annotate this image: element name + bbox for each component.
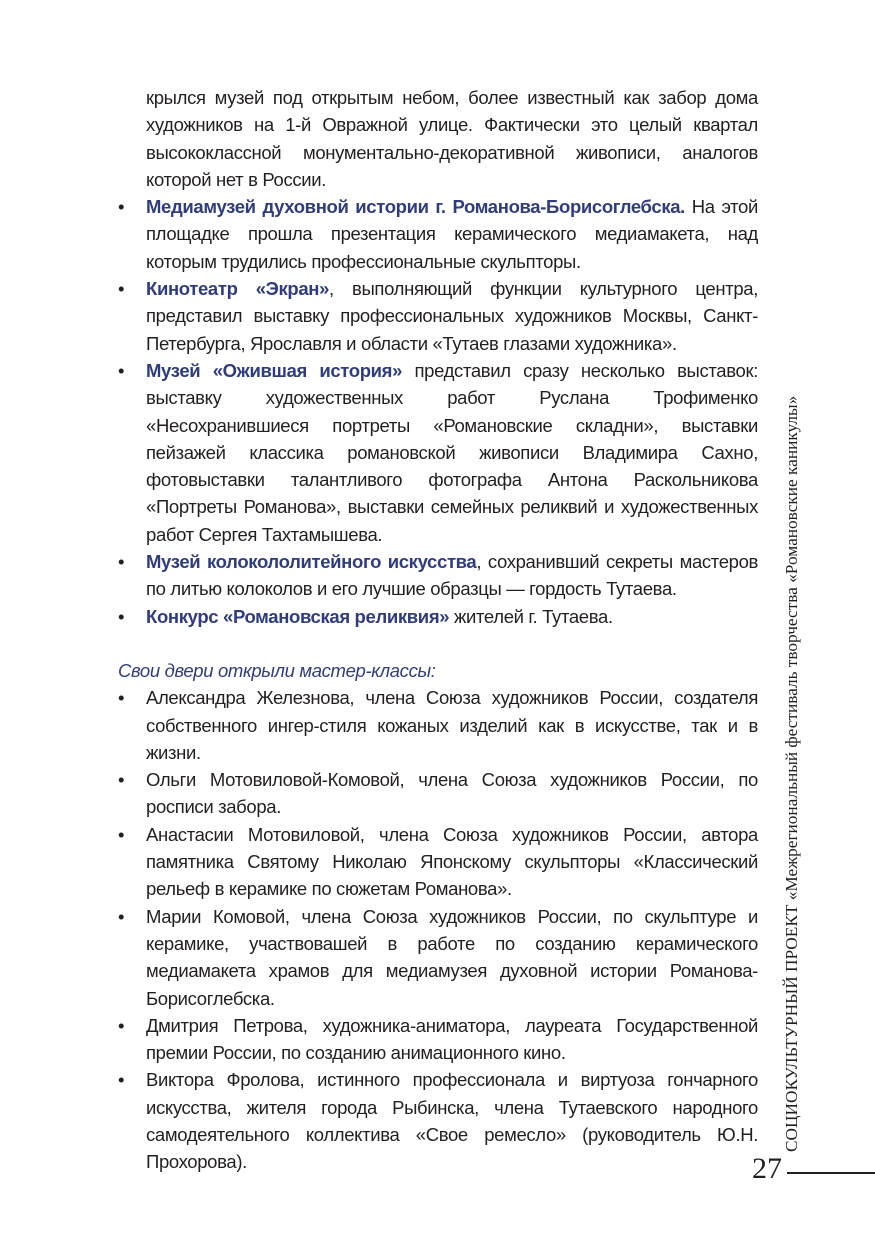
list-item xyxy=(118,193,758,275)
venue-name: Медиамузей духовной истории г. Романова-Борисоглебска. xyxy=(146,196,685,218)
masterclasses-list xyxy=(118,684,758,1175)
venue-description: , выполняющий функции культурного центра, представил выставку профессиональных художников Москвы, Санкт-Петербурга, Ярославля и области «Тутаев глазами художника». xyxy=(146,278,758,354)
list-item: • Ольги Мотовиловой-Комовой, члена Союза художников России, по росписи забора. xyxy=(118,766,758,821)
list-item xyxy=(118,357,758,548)
intro-paragraph: крылся музей под открытым небом, более известный как забор дома художников на 1-й Овражной улице. Фактически это целый квартал высококлассной монументально-декоративной живописи, аналогов которой нет в России. xyxy=(146,87,758,190)
venue-description: жителей г. Тутаева. xyxy=(449,605,613,627)
venue-description: представил сразу несколько выставок: выставку художественных работ Руслана Трофименко «Несохранившиеся портреты «Романовские складни», выставки пейзажей классика романовской живописи Владимира Сахно, фотовыставки талантливого фотографа Антона Раскольникова «Портреты Романова», выставки семейных реликвий и художественных работ Сергея Тахтамышева. xyxy=(146,359,758,545)
section-heading: Свои двери открыли мастер-классы: xyxy=(118,659,436,681)
page-number: 27 xyxy=(752,1152,782,1185)
page-number-rule xyxy=(787,1172,875,1174)
list-item: • Александра Железнова, члена Союза художников России, создателя собственного ингер-стиля кожаных изделий как в искусстве, так и в жизни. xyxy=(118,684,758,766)
venues-list xyxy=(118,193,758,630)
venue-description: На этой площадке прошла презентация керамического медиамакета, над которым трудились профессиональные скульпторы. xyxy=(146,196,758,272)
venue-name: Музей «Ожившая история» xyxy=(146,359,403,381)
list-item: • Виктора Фролова, истинного профессионала и виртуоза гончарного искусства, жителя города Рыбинска, члена Тутаевского народного самодеятельного коллектива «Свое ремесло» (руководитель Ю.Н. Прохорова). xyxy=(118,1066,758,1175)
list-item: • Анастасии Мотовиловой, члена Союза художников России, автора памятника Святому Николаю Японскому скульпторы «Классический рельеф в керамике по сюжетам Романова». xyxy=(118,821,758,903)
list-item xyxy=(118,275,758,357)
venue-name: Конкурс «Романовская реликвия» xyxy=(146,605,450,627)
running-header: СОЦИОКУЛЬТУРНЫЙ ПРОЕКТ «Межрегиональный фестиваль творчества «Романовские каникулы» xyxy=(782,395,801,1152)
venue-description: , сохранивший секреты мастеров по литью колоколов и его лучшие образцы — гордость Тутаева. xyxy=(146,551,758,600)
list-item: • Марии Комовой, члена Союза художников России, по скульптуре и керамике, участвовашей в работе по созданию керамического медиамакета храмов для медиамузея духовной истории Романова-Борисоглебска. xyxy=(118,903,758,1012)
page-body xyxy=(118,84,758,1176)
list-item xyxy=(118,548,758,603)
venue-name: Музей колокололитейного искусства xyxy=(146,551,477,573)
venue-name: Кинотеатр «Экран» xyxy=(146,278,330,300)
list-item: • Дмитрия Петрова, художника-аниматора, лауреата Государственной премии России, по созданию анимационного кино. xyxy=(118,1012,758,1067)
list-item xyxy=(118,603,758,630)
